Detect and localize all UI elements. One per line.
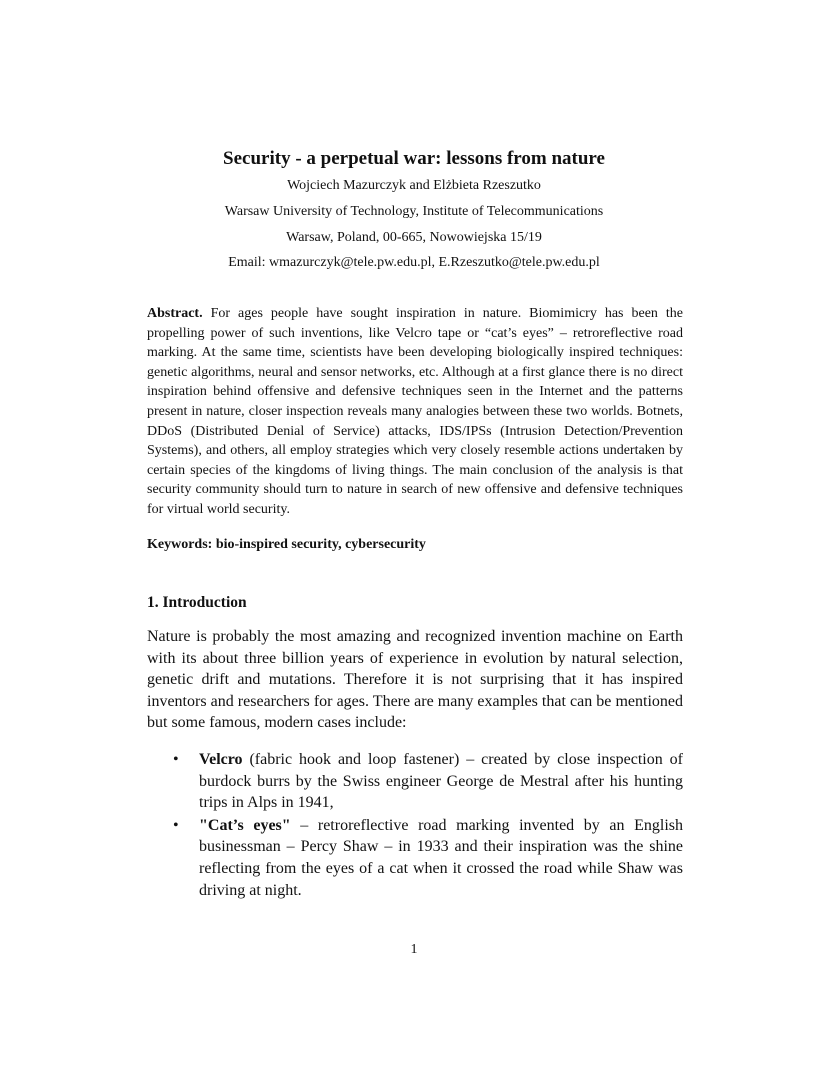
section-heading-introduction: 1. Introduction: [147, 594, 247, 611]
list-item-term: "Cat’s eyes": [199, 816, 291, 834]
paper-title: Security - a perpetual war: lessons from nature: [223, 148, 605, 169]
intro-paragraph: Nature is probably the most amazing and recognized invention machine on Earth with its about three billion years of experience in evolution by natural selection, genetic drift and mutations. Therefore it is not surprising that it has inspired inventors and researchers for ages. There are many examples that can be mentioned but some famous, modern cases include:: [147, 628, 683, 732]
list-item-term: Velcro: [199, 751, 243, 768]
list-item-text: – retroreflective road marking invented by an English businessman – Percy Shaw – in 1933 and their inspiration was the shine reflecting from the eyes of a cat when it crossed the road while Shaw was driving at night.: [199, 816, 683, 899]
postal-address: Warsaw, Poland, 00-665, Nowowiejska 15/19: [286, 230, 542, 245]
list-item: [147, 815, 683, 901]
bullet-icon: •: [173, 816, 179, 834]
author-list: Wojciech Mazurczyk and Elżbieta Rzeszutko: [287, 178, 541, 193]
list-item-text: (fabric hook and loop fastener) – created by close inspection of burdock burrs by the Swiss engineer George de Mestral after his hunting trips in Alps in 1941,: [199, 751, 683, 812]
page-number: 1: [410, 942, 418, 957]
list-item: [147, 749, 683, 814]
abstract-label: Abstract.: [147, 306, 203, 321]
abstract: [147, 304, 683, 520]
keywords: Keywords: bio-inspired security, cybersecurity: [147, 537, 426, 552]
example-list: [147, 749, 683, 902]
bullet-icon: •: [173, 751, 179, 768]
contact-email: Email: wmazurczyk@tele.pw.edu.pl, E.Rzeszutko@tele.pw.edu.pl: [228, 255, 600, 270]
affiliation: Warsaw University of Technology, Institute of Telecommunications: [224, 204, 604, 219]
abstract-text: For ages people have sought inspiration in nature. Biomimicry has been the propelling power of such inventions, like Velcro tape or “cat’s eyes” – retroreflective road marking. At the same time, scientists have been developing biologically inspired techniques: genetic algorithms, neural and sensor networks, etc. Although at a first glance there is no direct inspiration behind offensive and defensive techniques seen in the Internet and the patterns present in nature, closer inspection reveals many analogies between these two worlds. Botnets, DDoS (Distributed Denial of Service) attacks, IDS/IPSs (Intrusion Detection/Prevention Systems), and others, all employ strategies which very closely resemble actions undertaken by certain species of the kingdoms of living things. The main conclusion of the analysis is that security community should turn to nature in search of new offensive and defensive techniques for virtual world security.: [147, 306, 684, 517]
